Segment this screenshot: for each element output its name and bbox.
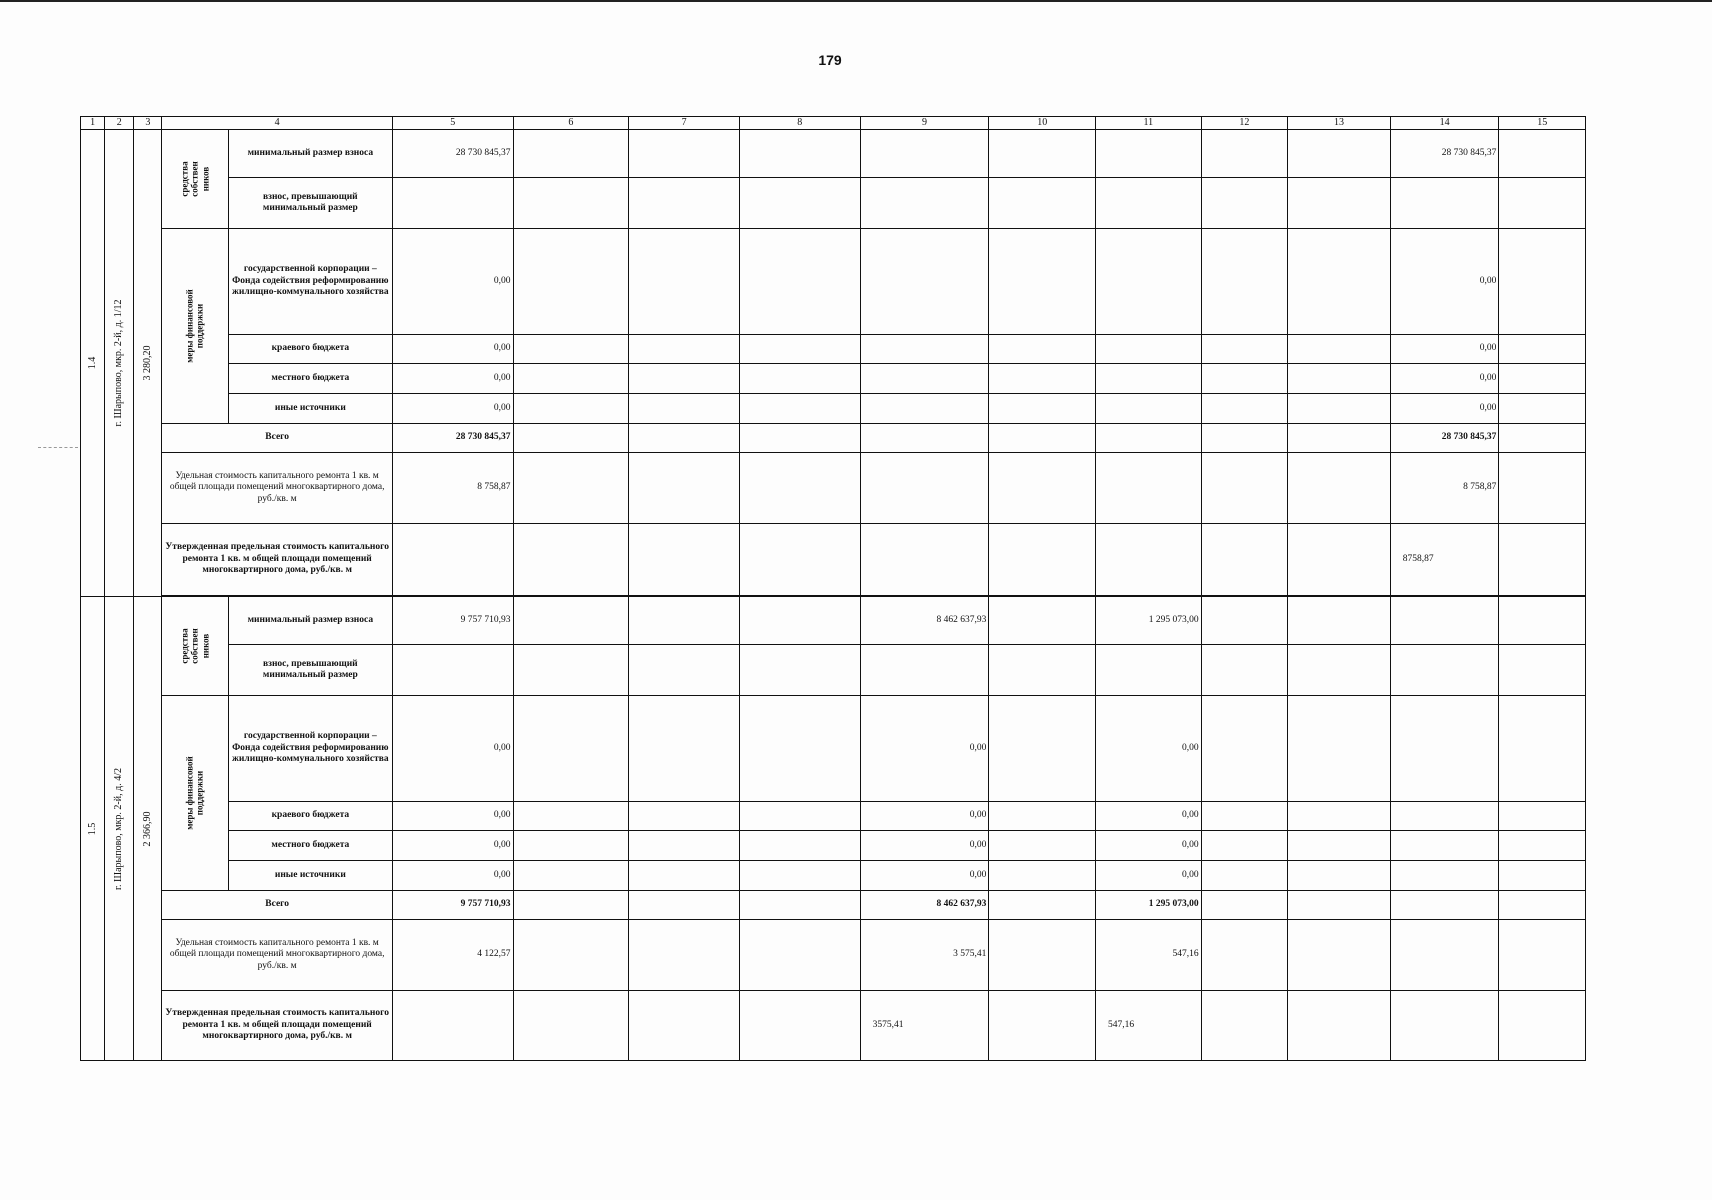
table-row: [81, 645, 1586, 696]
row-label-unit-cost: Удельная стоимость капитального ремонта 1 кв. м общей площади помещений многоквартирного дома, руб./кв. м: [162, 920, 392, 991]
cell-value: [1390, 831, 1499, 861]
section-number: 1.4: [81, 130, 105, 597]
cell-value: 28 730 845,37: [1390, 130, 1499, 178]
row-label-min-contribution: минимальный размер взноса: [228, 597, 392, 645]
col-header-5: 5: [392, 117, 513, 130]
table-row: [81, 364, 1586, 394]
cell-value: 0,00: [392, 802, 513, 831]
cell-value: 3 575,41: [860, 920, 989, 991]
col-header-11: 11: [1096, 117, 1202, 130]
table-row: [81, 802, 1586, 831]
cell-value: 0,00: [1390, 229, 1499, 335]
cell-value: [1096, 394, 1202, 424]
cell-value: 0,00: [392, 861, 513, 891]
capital-repair-table: [80, 116, 1586, 1061]
row-label-unit-cost: Удельная стоимость капитального ремонта 1 кв. м общей площади помещений многоквартирного дома, руб./кв. м: [162, 453, 392, 524]
cell-value: 8 758,87: [392, 453, 513, 524]
cell-value: [1096, 424, 1202, 453]
row-label-total: Всего: [162, 424, 392, 453]
financial-support-group: меры финансовой поддержки: [162, 229, 228, 424]
col-header-10: 10: [989, 117, 1096, 130]
table-row: [81, 424, 1586, 453]
cell-value: [860, 424, 989, 453]
cell-value: [1096, 524, 1202, 596]
cell-value: 4 122,57: [392, 920, 513, 991]
cell-value: [1096, 335, 1202, 364]
table-row: [81, 229, 1586, 335]
col-header-7: 7: [629, 117, 740, 130]
cell-value: 0,00: [392, 696, 513, 802]
cell-value: [1096, 364, 1202, 394]
cell-value: 0,00: [392, 335, 513, 364]
row-label-regional: краевого бюджета: [228, 335, 392, 364]
cell-value: [860, 394, 989, 424]
table-row: [81, 335, 1586, 364]
cell-value: [860, 229, 989, 335]
cell-value: 0,00: [860, 802, 989, 831]
cell-value: 8 462 637,93: [860, 597, 989, 645]
cell-value: 0,00: [1390, 364, 1499, 394]
row-label-approved-cost: Утвержденная предельная стоимость капитального ремонта 1 кв. м общей площади помещений многоквартирного дома, руб./кв. м: [162, 524, 392, 596]
cell-value: 28 730 845,37: [1390, 424, 1499, 453]
cell-value: 8 462 637,93: [860, 891, 989, 920]
table-row: [81, 453, 1586, 524]
col-header-2: 2: [105, 117, 134, 130]
cell-value: 0,00: [860, 696, 989, 802]
cell-value: 0,00: [392, 229, 513, 335]
cell-value: [1390, 920, 1499, 991]
table-row: [81, 920, 1586, 991]
cell-value: 0,00: [392, 831, 513, 861]
row-label-over-min: взнос, превышающий минимальный размер: [228, 645, 392, 696]
cell-value: 0,00: [860, 861, 989, 891]
table-row: [81, 891, 1586, 920]
row-label-state-corp: государственной корпорации – Фонда содействия реформированию жилищно-коммунального хозяйства: [228, 696, 392, 802]
cell-value: 0,00: [392, 364, 513, 394]
cell-value: 547,16: [1096, 991, 1202, 1061]
table-row: [81, 597, 1586, 645]
cell-value: 9 757 710,93: [392, 597, 513, 645]
table-row: [81, 831, 1586, 861]
owner-funds-group: средства собствен ников: [162, 597, 228, 696]
col-header-9: 9: [860, 117, 989, 130]
col-header-3: 3: [134, 117, 162, 130]
section-area: 3 280,20: [134, 130, 162, 597]
cell-value: 0,00: [1096, 696, 1202, 802]
row-label-over-min: взнос, превышающий минимальный размер: [228, 178, 392, 229]
cell-value: [860, 130, 989, 178]
cell-value: 1 295 073,00: [1096, 891, 1202, 920]
cell-value: 28 730 845,37: [392, 130, 513, 178]
cell-value: 0,00: [1390, 394, 1499, 424]
cell-value: 28 730 845,37: [392, 424, 513, 453]
row-label-min-contribution: минимальный размер взноса: [228, 130, 392, 178]
table-row: [81, 524, 1586, 596]
cell-value: [1096, 130, 1202, 178]
cell-value: 547,16: [1096, 920, 1202, 991]
col-header-12: 12: [1201, 117, 1288, 130]
col-header-15: 15: [1499, 117, 1586, 130]
cell-value: 8 758,87: [1390, 453, 1499, 524]
section-address: г. Шарыпово, мкр. 2-й, д. 4/2: [105, 597, 134, 1061]
cell-value: [860, 524, 989, 596]
table-row: [81, 861, 1586, 891]
cell-value: [1390, 861, 1499, 891]
margin-dash-mark: [38, 447, 78, 448]
cell-value: [1390, 891, 1499, 920]
cell-value: 9 757 710,93: [392, 891, 513, 920]
table-row: [81, 178, 1586, 229]
cell-value: [860, 453, 989, 524]
section-area: 2 366,90: [134, 597, 162, 1061]
col-header-6: 6: [513, 117, 629, 130]
cell-value: 0,00: [392, 394, 513, 424]
cell-value: 0,00: [1096, 802, 1202, 831]
row-label-other: иные источники: [228, 861, 392, 891]
cell-value: [860, 335, 989, 364]
col-header-14: 14: [1390, 117, 1499, 130]
col-header-13: 13: [1288, 117, 1391, 130]
table-row: [81, 696, 1586, 802]
page-number: 179: [818, 52, 842, 68]
cell-value: 0,00: [1390, 335, 1499, 364]
table-row: [81, 130, 1586, 178]
section-address: г. Шарыпово, мкр. 2-й, д. 1/12: [105, 130, 134, 597]
financial-support-group: меры финансовой поддержки: [162, 696, 228, 891]
section-number: 1.5: [81, 597, 105, 1061]
cell-value: [1096, 229, 1202, 335]
cell-value: 0,00: [1096, 831, 1202, 861]
table-row: [81, 394, 1586, 424]
col-header-4: 4: [162, 117, 392, 130]
cell-value: 3575,41: [860, 991, 989, 1061]
cell-value: [1390, 802, 1499, 831]
page-top-border: [0, 0, 1712, 2]
row-label-state-corp: государственной корпорации – Фонда содействия реформированию жилищно-коммунального хозяйства: [228, 229, 392, 335]
cell-value: [1390, 696, 1499, 802]
row-label-approved-cost: Утвержденная предельная стоимость капитального ремонта 1 кв. м общей площади помещений многоквартирного дома, руб./кв. м: [162, 991, 392, 1061]
cell-value: [1096, 453, 1202, 524]
owner-funds-group: средства собствен ников: [162, 130, 228, 229]
cell-value: [860, 364, 989, 394]
row-label-regional: краевого бюджета: [228, 802, 392, 831]
row-label-other: иные источники: [228, 394, 392, 424]
row-label-local: местного бюджета: [228, 831, 392, 861]
table-row: [81, 991, 1586, 1061]
cell-value: 0,00: [860, 831, 989, 861]
cell-value: 0,00: [1096, 861, 1202, 891]
row-label-total: Всего: [162, 891, 392, 920]
column-number-row: [81, 117, 1586, 130]
cell-value: [1390, 991, 1499, 1061]
col-header-8: 8: [739, 117, 860, 130]
cell-value: 8758,87: [1390, 524, 1499, 596]
row-label-local: местного бюджета: [228, 364, 392, 394]
col-header-1: 1: [81, 117, 105, 130]
cell-value: 1 295 073,00: [1096, 597, 1202, 645]
cell-value: [1390, 597, 1499, 645]
